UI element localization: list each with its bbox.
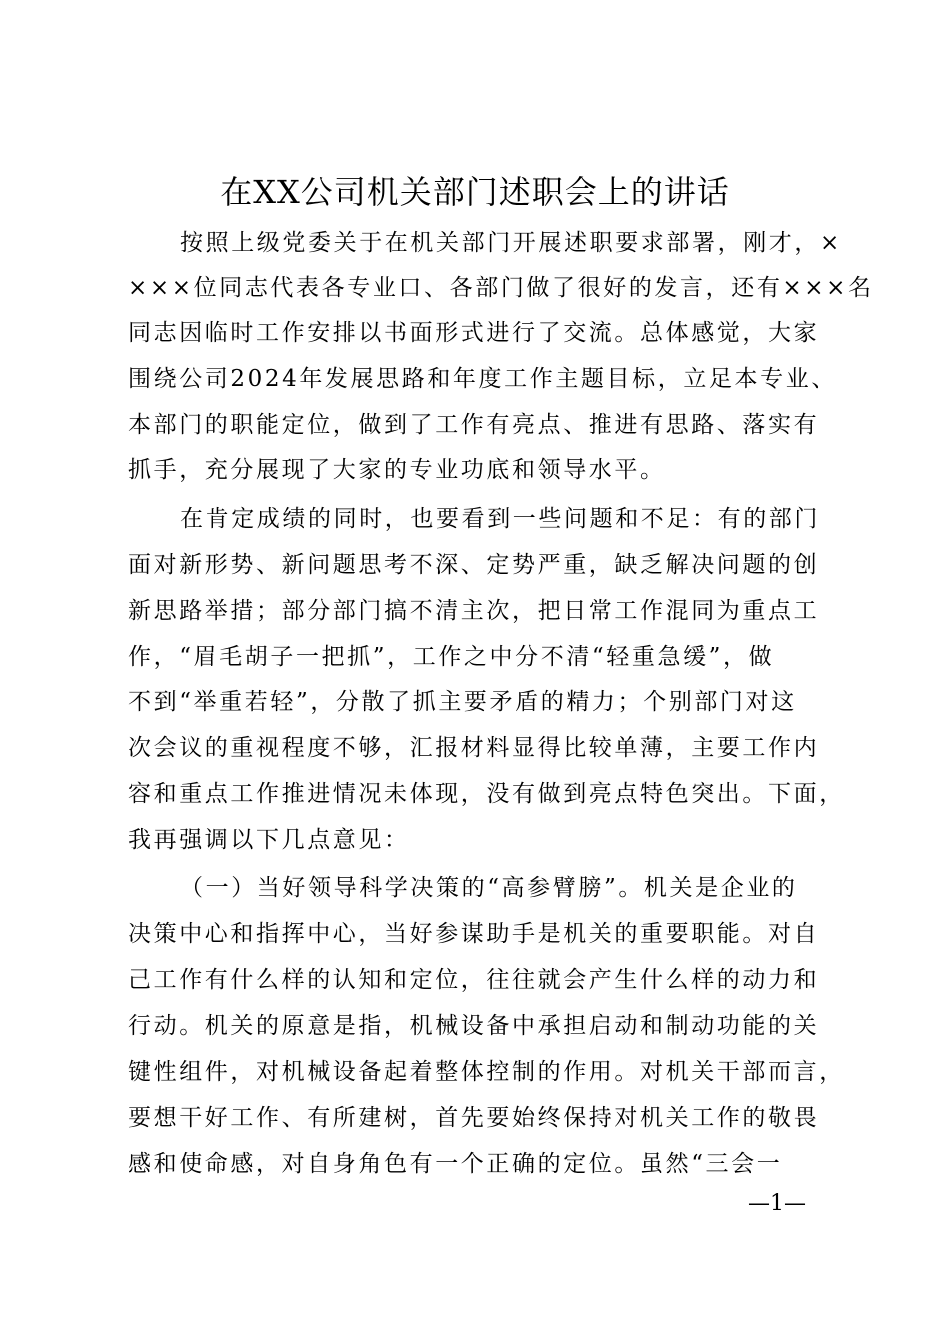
paragraph-line: 本部门的职能定位，做到了工作有亮点、推进有思路、落实有 bbox=[128, 412, 820, 438]
paragraph-line: 面对新形势、新问题思考不深、定势严重，缺乏解决问题的创 bbox=[128, 552, 820, 578]
paragraph-line: 键性组件，对机械设备起着整体控制的作用。对机关干部而言， bbox=[128, 1059, 845, 1085]
page-number: —1— bbox=[748, 1191, 806, 1216]
paragraph-line: 次会议的重视程度不够，汇报材料显得比较单薄，主要工作内 bbox=[128, 735, 820, 761]
paragraph-line: 决策中心和指挥中心，当好参谋助手是机关的重要职能。对自 bbox=[128, 921, 820, 947]
paragraph-line: 在肯定成绩的同时，也要看到一些问题和不足：有的部门 bbox=[180, 506, 820, 532]
paragraph-line: 容和重点工作推进情况未体现，没有做到亮点特色突出。下面， bbox=[128, 781, 845, 807]
paragraph-line: 围绕公司2024年发展思路和年度工作主题目标，立足本专业、 bbox=[128, 366, 837, 392]
paragraph-line: 要想干好工作、有所建树，首先要始终保持对机关工作的敬畏 bbox=[128, 1105, 820, 1131]
paragraph-line: （一）当好领导科学决策的“高参臂膀”。机关是企业的 bbox=[180, 875, 798, 901]
paragraph-line: 不到“举重若轻”，分散了抓主要矛盾的精力；个别部门对这 bbox=[128, 689, 797, 715]
paragraph-line: 新思路举措；部分部门搞不清主次，把日常工作混同为重点工 bbox=[128, 598, 820, 624]
document-title: 在XX公司机关部门述职会上的讲话 bbox=[220, 173, 730, 211]
paragraph-line: 抓手，充分展现了大家的专业功底和领导水平。 bbox=[128, 457, 666, 483]
paragraph-line: 己工作有什么样的认知和定位，往往就会产生什么样的动力和 bbox=[128, 967, 820, 993]
paragraph-line: 感和使命感，对自身角色有一个正确的定位。虽然“三会一 bbox=[128, 1151, 783, 1177]
paragraph-line: ×××位同志代表各专业口、各部门做了很好的发言，还有×××名 bbox=[128, 275, 874, 301]
paragraph-line: 同志因临时工作安排以书面形式进行了交流。总体感觉，大家 bbox=[128, 320, 820, 346]
paragraph-line: 作，“眉毛胡子一把抓”，工作之中分不清“轻重急缓”，做 bbox=[128, 644, 775, 670]
paragraph-line: 按照上级党委关于在机关部门开展述职要求部署，刚才，× bbox=[180, 230, 842, 256]
paragraph-line: 行动。机关的原意是指，机械设备中承担启动和制动功能的关 bbox=[128, 1013, 820, 1039]
paragraph-line: 我再强调以下几点意见： bbox=[128, 827, 410, 853]
